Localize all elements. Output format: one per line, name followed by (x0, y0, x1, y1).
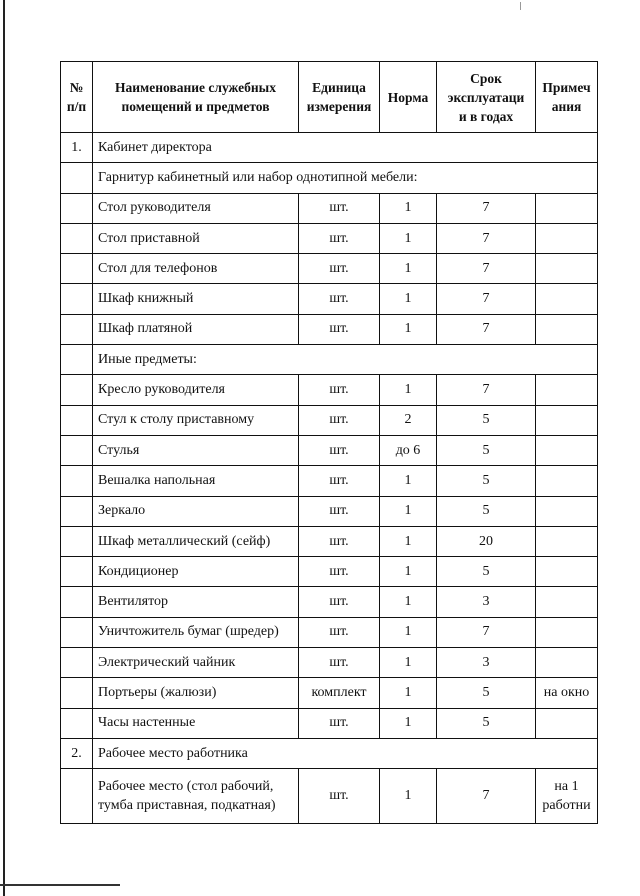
header-num: № п/п (61, 62, 93, 133)
item-name: Рабочее место (стол рабочий, тумба приставная, подкатная) (93, 769, 299, 824)
header-name: Наименование служебных помещений и предметов (93, 62, 299, 133)
item-unit: шт. (299, 466, 380, 496)
item-note (536, 587, 598, 617)
item-norm: 1 (380, 678, 437, 708)
item-note (536, 223, 598, 253)
item-unit: шт. (299, 223, 380, 253)
item-norm: 2 (380, 405, 437, 435)
item-note (536, 526, 598, 556)
item-name: Стол руководителя (93, 193, 299, 223)
item-note (536, 466, 598, 496)
item-norm: 1 (380, 769, 437, 824)
item-unit: шт. (299, 375, 380, 405)
item-note (536, 648, 598, 678)
table-row (61, 526, 598, 556)
item-norm: 1 (380, 314, 437, 344)
item-norm: 1 (380, 587, 437, 617)
item-norm: 1 (380, 193, 437, 223)
item-name: Электрический чайник (93, 648, 299, 678)
item-name: Уничтожитель бумаг (шредер) (93, 617, 299, 647)
item-term: 5 (437, 496, 536, 526)
item-note (536, 496, 598, 526)
item-unit: шт. (299, 617, 380, 647)
item-note (536, 617, 598, 647)
item-name: Стул к столу приставному (93, 405, 299, 435)
item-term: 7 (437, 254, 536, 284)
item-name: Стол приставной (93, 223, 299, 253)
row-number (61, 314, 93, 344)
item-name: Стол для телефонов (93, 254, 299, 284)
table-row (61, 254, 598, 284)
item-norm: до 6 (380, 435, 437, 465)
item-norm: 1 (380, 648, 437, 678)
header-unit: Единица измерения (299, 62, 380, 133)
item-unit: шт. (299, 708, 380, 738)
item-term: 5 (437, 708, 536, 738)
item-norm: 1 (380, 375, 437, 405)
item-unit: шт. (299, 405, 380, 435)
scan-speck (520, 2, 521, 10)
item-term: 20 (437, 526, 536, 556)
scan-edge-line (3, 0, 5, 896)
item-note (536, 314, 598, 344)
group-title: Гарнитур кабинетный или набор однотипной мебели: (93, 163, 598, 193)
item-unit: шт. (299, 254, 380, 284)
row-number (61, 223, 93, 253)
item-unit: шт. (299, 435, 380, 465)
row-number (61, 163, 93, 193)
item-term: 3 (437, 648, 536, 678)
group-row (61, 163, 598, 193)
header-note: Примеч ания (536, 62, 598, 133)
item-name: Вентилятор (93, 587, 299, 617)
table-row (61, 678, 598, 708)
table-row (61, 375, 598, 405)
item-term: 7 (437, 223, 536, 253)
table-row (61, 648, 598, 678)
item-term: 7 (437, 284, 536, 314)
item-norm: 1 (380, 557, 437, 587)
item-unit: шт. (299, 648, 380, 678)
row-number (61, 617, 93, 647)
group-title: Иные предметы: (93, 345, 598, 375)
item-term: 5 (437, 557, 536, 587)
section-row (61, 133, 598, 163)
table-row (61, 284, 598, 314)
item-term: 3 (437, 587, 536, 617)
item-unit: шт. (299, 193, 380, 223)
item-name: Часы настенные (93, 708, 299, 738)
row-number (61, 678, 93, 708)
item-unit: шт. (299, 496, 380, 526)
section-row (61, 738, 598, 768)
item-note (536, 375, 598, 405)
item-norm: 1 (380, 223, 437, 253)
item-term: 5 (437, 435, 536, 465)
item-note (536, 193, 598, 223)
table-row (61, 496, 598, 526)
table-row (61, 466, 598, 496)
item-unit: шт. (299, 314, 380, 344)
item-name: Шкаф платяной (93, 314, 299, 344)
item-term: 5 (437, 405, 536, 435)
item-norm: 1 (380, 254, 437, 284)
item-note (536, 284, 598, 314)
item-note: на окно (536, 678, 598, 708)
table-row (61, 193, 598, 223)
row-number (61, 708, 93, 738)
row-number (61, 284, 93, 314)
item-name: Шкаф металлический (сейф) (93, 526, 299, 556)
item-name: Вешалка напольная (93, 466, 299, 496)
item-norm: 1 (380, 526, 437, 556)
table-row (61, 769, 598, 824)
item-term: 7 (437, 617, 536, 647)
item-term: 7 (437, 769, 536, 824)
item-name: Стулья (93, 435, 299, 465)
item-unit: шт. (299, 284, 380, 314)
row-number (61, 345, 93, 375)
table-row (61, 587, 598, 617)
item-name: Портьеры (жалюзи) (93, 678, 299, 708)
item-unit: шт. (299, 769, 380, 824)
item-note (536, 557, 598, 587)
item-term: 5 (437, 678, 536, 708)
table-row (61, 617, 598, 647)
row-number (61, 526, 93, 556)
row-number (61, 769, 93, 824)
row-number (61, 254, 93, 284)
item-unit: шт. (299, 526, 380, 556)
furniture-norms-table (60, 61, 598, 824)
row-number (61, 405, 93, 435)
row-number (61, 587, 93, 617)
item-term: 5 (437, 466, 536, 496)
item-norm: 1 (380, 708, 437, 738)
row-number (61, 466, 93, 496)
item-norm: 1 (380, 617, 437, 647)
table-row (61, 557, 598, 587)
item-note (536, 405, 598, 435)
row-number (61, 557, 93, 587)
item-norm: 1 (380, 466, 437, 496)
table-row (61, 708, 598, 738)
table-row (61, 223, 598, 253)
item-note (536, 435, 598, 465)
item-name: Шкаф книжный (93, 284, 299, 314)
row-number (61, 648, 93, 678)
item-note: на 1 работни (536, 769, 598, 824)
section-title: Рабочее место работника (93, 738, 598, 768)
item-unit: шт. (299, 587, 380, 617)
header-norm: Норма (380, 62, 437, 133)
table-row (61, 435, 598, 465)
item-name: Кондиционер (93, 557, 299, 587)
item-name: Зеркало (93, 496, 299, 526)
item-norm: 1 (380, 284, 437, 314)
item-note (536, 254, 598, 284)
item-term: 7 (437, 193, 536, 223)
row-number (61, 496, 93, 526)
row-number: 2. (61, 738, 93, 768)
item-norm: 1 (380, 496, 437, 526)
row-number: 1. (61, 133, 93, 163)
item-name: Кресло руководителя (93, 375, 299, 405)
table-header-row (61, 62, 598, 133)
table-row (61, 314, 598, 344)
row-number (61, 193, 93, 223)
table-row (61, 405, 598, 435)
row-number (61, 435, 93, 465)
item-unit: шт. (299, 557, 380, 587)
footnote-rule (0, 884, 120, 886)
item-term: 7 (437, 314, 536, 344)
row-number (61, 375, 93, 405)
section-title: Кабинет директора (93, 133, 598, 163)
item-note (536, 708, 598, 738)
item-unit: комплект (299, 678, 380, 708)
table-body (61, 133, 598, 824)
header-term: Срок эксплуатаци и в годах (437, 62, 536, 133)
group-row (61, 345, 598, 375)
item-term: 7 (437, 375, 536, 405)
